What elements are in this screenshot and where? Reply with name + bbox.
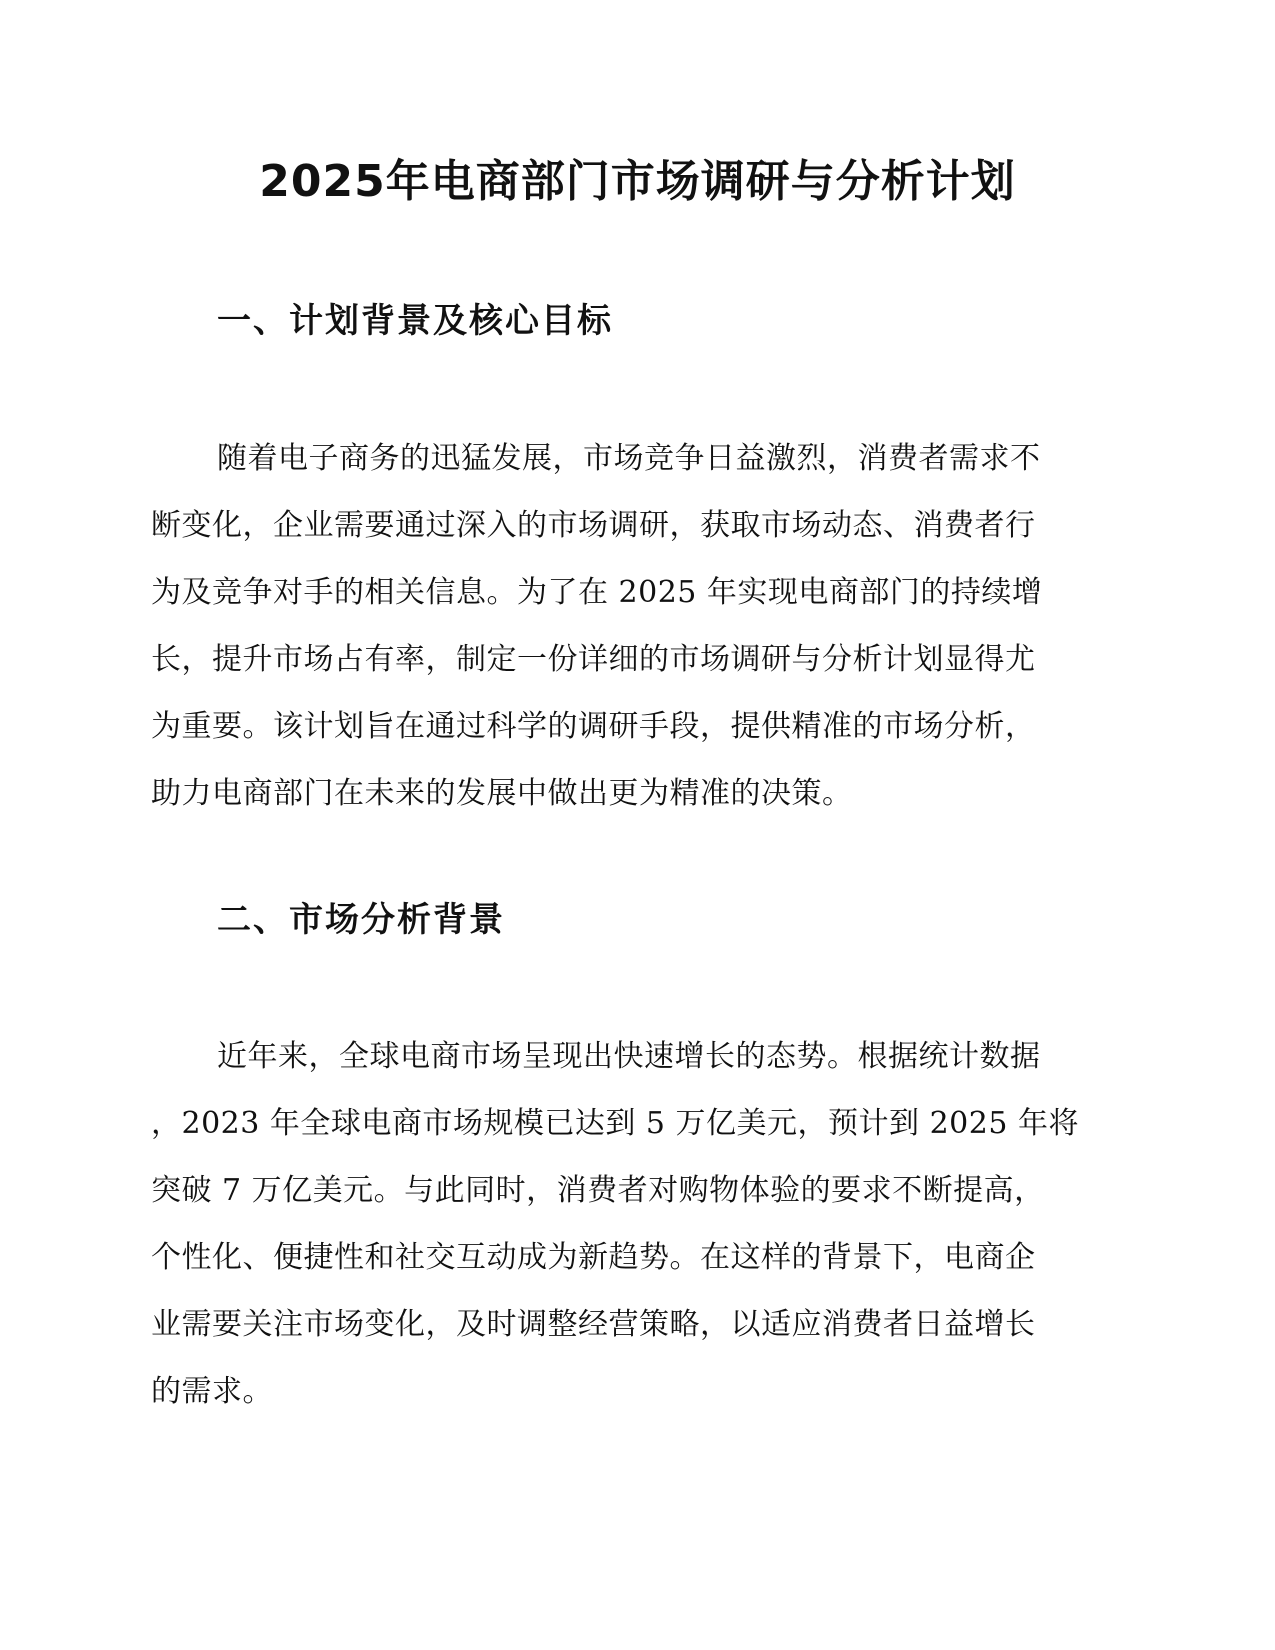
page-title: 2025年电商部门市场调研与分析计划 bbox=[259, 156, 1016, 207]
paragraph-line: 助力电商部门在未来的发展中做出更为精准的决策。 bbox=[151, 776, 853, 811]
paragraph-line: 个性化、便捷性和社交互动成为新趋势。在这样的背景下，电商企 bbox=[151, 1240, 1036, 1275]
section-heading-market-analysis: 二、市场分析背景 bbox=[217, 900, 505, 940]
paragraph-market-analysis bbox=[151, 1023, 1121, 1425]
paragraph-line: 突破 7 万亿美元。与此同时，消费者对购物体验的要求不断提高， bbox=[151, 1173, 1045, 1208]
paragraph-line: 业需要关注市场变化，及时调整经营策略，以适应消费者日益增长 bbox=[151, 1307, 1036, 1342]
paragraph-line: 长，提升市场占有率，制定一份详细的市场调研与分析计划显得尤 bbox=[151, 642, 1036, 677]
paragraph-line: 为重要。该计划旨在通过科学的调研手段，提供精准的市场分析， bbox=[151, 709, 1036, 744]
paragraph-line: 随着电子商务的迅猛发展，市场竞争日益激烈，消费者需求不 bbox=[217, 441, 1041, 476]
paragraph-line: 的需求。 bbox=[151, 1374, 273, 1409]
section-heading-background-goals: 一、计划背景及核心目标 bbox=[217, 301, 613, 341]
paragraph-line: ，2023 年全球电商市场规模已达到 5 万亿美元，预计到 2025 年将 bbox=[151, 1106, 1079, 1141]
paragraph-background-goals bbox=[151, 425, 1121, 827]
paragraph-line: 为及竞争对手的相关信息。为了在 2025 年实现电商部门的持续增 bbox=[151, 575, 1043, 610]
paragraph-line: 近年来，全球电商市场呈现出快速增长的态势。根据统计数据 bbox=[217, 1039, 1041, 1074]
paragraph-line: 断变化，企业需要通过深入的市场调研，获取市场动态、消费者行 bbox=[151, 508, 1036, 543]
